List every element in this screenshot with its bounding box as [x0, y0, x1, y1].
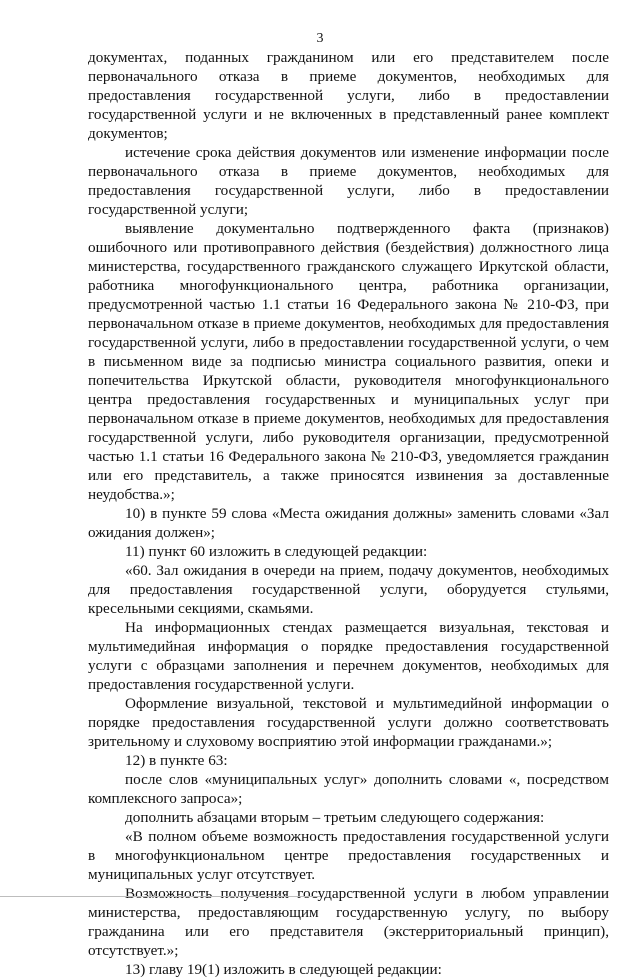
paragraph: 13) главу 19(1) изложить в следующей редакции: — [125, 961, 442, 978]
paragraph: дополнить абзацами вторым – третьим следующего содержания: — [125, 809, 545, 826]
paragraph: 11) пункт 60 изложить в следующей редакции: — [125, 543, 428, 560]
paragraph: На информационных стендах размещается визуальная, текстовая и мультимедийная информация о порядке предоставления государственной услуги с образцами заполнения и перечнем документов, необходимых для предоставления государственной услуги. — [88, 619, 609, 693]
paragraph: «В полном объеме возможность предоставления государственной услуги в многофункциональном центре предоставления государственных и муниципальных услуг отсутствует. — [88, 828, 609, 883]
paragraph: выявление документально подтвержденного факта (признаков) ошибочного или противоправного действия (бездействия) должностного лица министерства, государственного гражданского служащего Иркутской области, работника многофункционального центра, работника организации, предусмотренной частью 1.1 статьи 16 Федерального закона № 210-ФЗ, при первоначальном отказе в приеме документов, необходимых для предоставления государственной услуги, либо в предоставлении государственной услуги, о чем в письменном виде за подписью министра социального развития, опеки и попечительства Иркутской области, руководителя многофункционального центра предоставления государственных и муниципальных услуг при первоначальном отказе в приеме документов, необходимых для предоставления государственной услуги, либо руководителя организации, предусмотренной частью 1.1 статьи 16 Федерального закона № 210-ФЗ, уведомляется гражданин или его представитель, а также приносятся извинения за доставленные неудобства.»; — [88, 220, 609, 503]
page-number: 3 — [316, 31, 324, 46]
paragraph: Оформление визуальной, текстовой и мультимедийной информации о порядке предоставления государственной услуги должно соответствовать зрительному и слуховому восприятию этой информации гражданами.»; — [88, 695, 609, 750]
paragraph: 12) в пункте 63: — [125, 752, 228, 769]
paragraph: документах, поданных гражданином или его представителем после первоначального отказа в приеме документов, необходимых для предоставления государственной услуги, либо в предоставлении государственной услуги и не включенных в представленный ранее комплект документов; — [88, 49, 609, 142]
paragraph: «60. Зал ожидания в очереди на прием, подачу документов, необходимых для предоставления государственной услуги, оборудуется стульями, кресельными секциями, скамьями. — [88, 562, 609, 617]
paragraph: после слов «муниципальных услуг» дополнить словами «, посредством комплексного запроса»; — [88, 771, 609, 807]
page-bottom-rule — [0, 896, 320, 897]
paragraph: Возможность получения государственной услуги в любом управлении министерства, предоставляющим государственную услугу, по выбору гражданина или его представителя (экстерриториальный принцип), отсутствует.»; — [88, 885, 609, 959]
paragraph: 10) в пункте 59 слова «Места ожидания должны» заменить словами «Зал ожидания должен»; — [88, 505, 609, 541]
paragraph: истечение срока действия документов или изменение информации после первоначального отказа в приеме документов, необходимых для предоставления государственной услуги, либо в предоставлении государственной услуги; — [88, 144, 609, 218]
document-body — [88, 48, 609, 979]
